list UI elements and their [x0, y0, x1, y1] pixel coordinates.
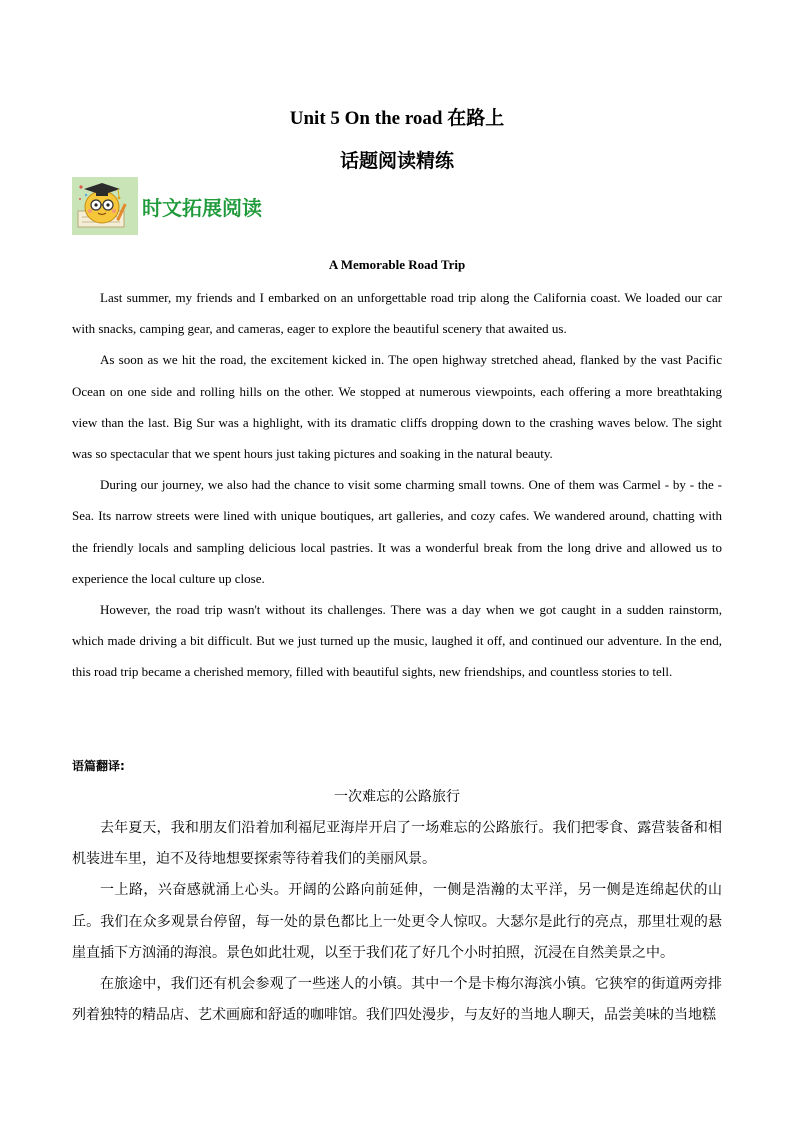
page-subtitle: 话题阅读精练 [339, 150, 454, 172]
page-title: Unit 5 On the road 在路上 [289, 108, 505, 129]
translation-paragraph: 去年夏天，我和朋友们沿着加利福尼亚海岸开启了一场难忘的公路旅行。我们把零食、露营装备和相机装进车里，迫不及待地想要探索等待着我们的美丽风景。 [72, 820, 722, 868]
translation-paragraph: 在旅途中，我们还有机会参观了一些迷人的小镇。其中一个是卡梅尔海滨小镇。它狭窄的街道两旁排列着独特的精品店、艺术画廊和舒适的咖啡馆。我们四处漫步，与友好的当地人聊天，品尝美味的当地糕 [72, 976, 722, 1024]
section-banner [72, 177, 262, 235]
article-title: A Memorable Road Trip [328, 257, 466, 272]
article-paragraph: Last summer, my friends and I embarked on an unforgettable road trip along the California coast. We loaded our car with snacks, camping gear, and cameras, eager to explore the beautiful scenery that awaited us. [72, 290, 722, 337]
translation-title: 一次难忘的公路旅行 [334, 789, 460, 805]
translation-body [72, 813, 722, 1031]
article-paragraph: During our journey, we also had the chance to visit some charming small towns. One of them was Carmel - by - the - Sea. Its narrow streets were lined with unique boutiques, art galleries, and cozy cafes. We wandered around, chatting with the friendly locals and sampling delicious local pastries. It was a wonderful break from the long drive and allowed us to experience the local culture up close. [72, 477, 722, 586]
mascot-graduate-icon [72, 177, 138, 235]
translation-paragraph: 一上路，兴奋感就涌上心头。开阔的公路向前延伸，一侧是浩瀚的太平洋，另一侧是连绵起伏的山丘。我们在众多观景台停留，每一处的景色都比上一处更令人惊叹。大瑟尔是此行的亮点，那里壮观的悬崖直插下方汹涌的海浪。景色如此壮观，以至于我们花了好几个小时拍照，沉浸在自然美景之中。 [72, 882, 722, 961]
article-paragraph: However, the road trip wasn't without its challenges. There was a day when we got caught in a sudden rainstorm, which made driving a bit difficult. But we just turned up the music, laughed it off, and continued our adventure. In the end, this road trip became a cherished memory, filled with beautiful sights, new friendships, and countless stories to tell. [72, 602, 722, 680]
banner-label: 时文拓展阅读 [142, 195, 262, 220]
translation-label: 语篇翻译: [72, 759, 125, 773]
article-body [72, 282, 722, 688]
article-paragraph: As soon as we hit the road, the excitement kicked in. The open highway stretched ahead, flanked by the vast Pacific Ocean on one side and rolling hills on the other. We stopped at numerous viewpoints, each offering a more breathtaking view than the last. Big Sur was a highlight, with its dramatic cliffs dropping down to the crashing waves below. The sight was so spectacular that we spent hours just taking pictures and soaking in the natural beauty. [72, 352, 722, 462]
